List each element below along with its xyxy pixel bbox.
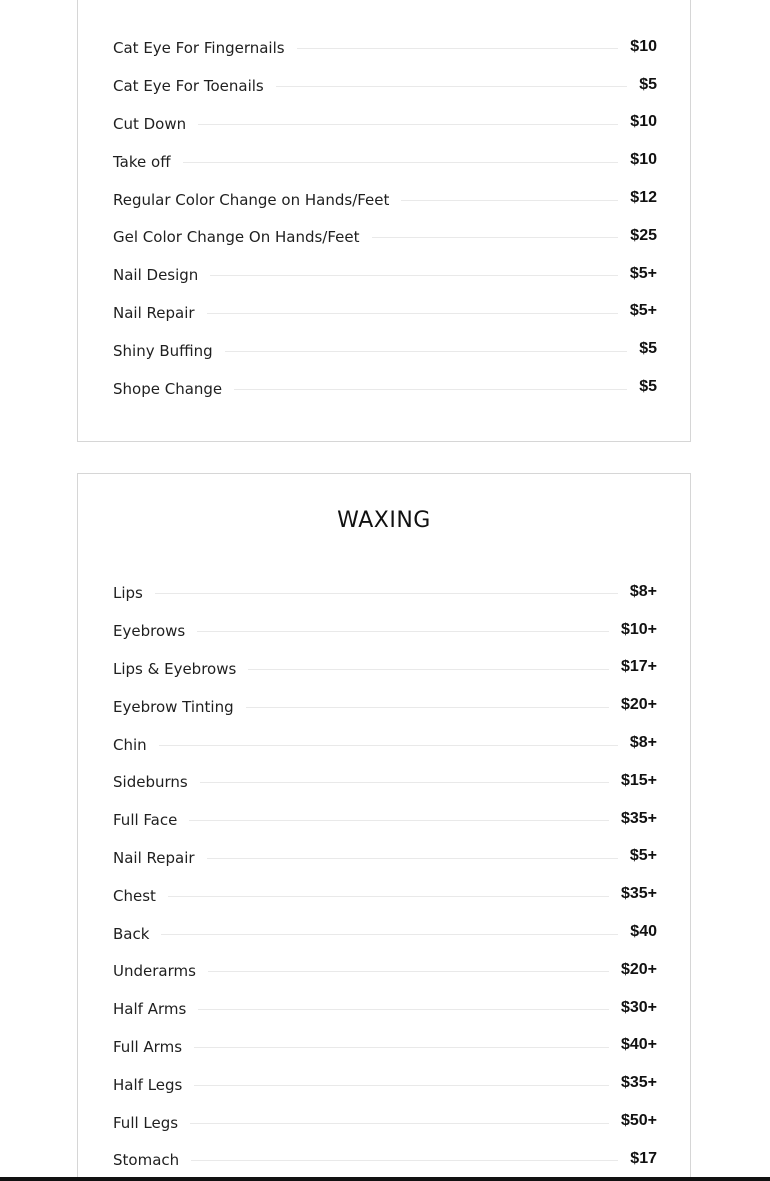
service-row <box>113 294 657 332</box>
service-row <box>113 1028 657 1066</box>
nail-services-card <box>77 0 691 442</box>
dotted-leader <box>207 313 618 314</box>
service-price: $10 <box>630 151 657 169</box>
service-price: $15+ <box>620 771 657 789</box>
service-name: Lips <box>113 584 143 603</box>
service-row <box>113 914 657 952</box>
service-row <box>113 1103 657 1141</box>
dotted-leader <box>183 162 619 163</box>
service-name: Lips & Eyebrows <box>113 659 237 678</box>
dotted-leader <box>194 1085 609 1086</box>
bottom-bar <box>0 1177 770 1181</box>
service-row <box>113 29 657 67</box>
service-price: $25 <box>630 226 657 244</box>
service-price: $10+ <box>620 620 657 638</box>
service-price: $40 <box>630 923 657 941</box>
service-name: Eyebrow Tinting <box>113 697 234 716</box>
service-row <box>113 801 657 839</box>
service-price: $5+ <box>629 264 657 282</box>
service-name: Half Arms <box>113 1000 187 1019</box>
service-price: $12 <box>630 189 657 207</box>
service-price: $5+ <box>629 302 657 320</box>
waxing-title: WAXING <box>337 508 431 533</box>
dotted-leader <box>248 669 609 670</box>
dotted-leader <box>198 124 618 125</box>
service-row <box>113 990 657 1028</box>
service-name: Full Legs <box>113 1113 179 1132</box>
dotted-leader <box>159 745 618 746</box>
service-name: Nail Repair <box>113 303 195 322</box>
service-price: $5+ <box>629 847 657 865</box>
dotted-leader <box>246 707 609 708</box>
service-price: $40+ <box>620 1036 657 1054</box>
service-price: $35+ <box>620 1074 657 1092</box>
service-price: $35+ <box>620 809 657 827</box>
service-name: Chest <box>113 886 156 905</box>
service-price: $50+ <box>620 1112 657 1130</box>
dotted-leader <box>276 86 627 87</box>
dotted-leader <box>234 389 627 390</box>
service-price: $10 <box>630 37 657 55</box>
service-name: Cut Down <box>113 114 187 133</box>
service-row <box>113 142 657 180</box>
service-name: Back <box>113 924 150 943</box>
service-name: Full Face <box>113 811 178 830</box>
service-name: Stomach <box>113 1151 180 1170</box>
service-name: Shiny Buffing <box>113 341 213 360</box>
service-price: $30+ <box>620 998 657 1016</box>
service-name: Cat Eye For Fingernails <box>113 39 285 58</box>
service-price: $17+ <box>620 658 657 676</box>
dotted-leader <box>190 1123 609 1124</box>
service-row <box>113 331 657 369</box>
service-row <box>113 725 657 763</box>
service-row <box>113 574 657 612</box>
service-row <box>113 105 657 143</box>
dotted-leader <box>210 275 618 276</box>
service-name: Sideburns <box>113 773 188 792</box>
service-name: Take off <box>113 152 171 171</box>
dotted-leader <box>155 593 618 594</box>
service-price: $5 <box>639 378 657 396</box>
service-row <box>113 763 657 801</box>
service-row <box>113 876 657 914</box>
dotted-leader <box>208 971 609 972</box>
service-row <box>113 369 657 407</box>
service-row <box>113 952 657 990</box>
service-name: Full Arms <box>113 1037 183 1056</box>
dotted-leader <box>197 631 609 632</box>
service-name: Shope Change <box>113 379 223 398</box>
service-name: Eyebrows <box>113 622 186 641</box>
service-row <box>113 1141 657 1179</box>
service-row <box>113 839 657 877</box>
service-price: $5 <box>639 75 657 93</box>
dotted-leader <box>198 1009 609 1010</box>
waxing-services-list <box>113 574 657 1179</box>
dotted-leader <box>225 351 628 352</box>
dotted-leader <box>200 782 609 783</box>
service-row <box>113 1065 657 1103</box>
dotted-leader <box>207 858 618 859</box>
dotted-leader <box>372 237 619 238</box>
service-price: $8+ <box>629 734 657 752</box>
service-row <box>113 180 657 218</box>
service-price: $20+ <box>620 960 657 978</box>
service-price: $8+ <box>629 582 657 600</box>
service-price: $5 <box>639 340 657 358</box>
dotted-leader <box>194 1047 609 1048</box>
service-name: Chin <box>113 735 147 754</box>
service-price: $10 <box>630 113 657 131</box>
dotted-leader <box>168 896 609 897</box>
service-row <box>113 612 657 650</box>
service-row <box>113 256 657 294</box>
service-price: $17 <box>630 1149 657 1167</box>
service-row <box>113 218 657 256</box>
service-name: Regular Color Change on Hands/Feet <box>113 190 390 209</box>
service-row <box>113 687 657 725</box>
waxing-card <box>77 473 691 1181</box>
service-row <box>113 650 657 688</box>
service-name: Cat Eye For Toenails <box>113 77 264 96</box>
dotted-leader <box>297 48 619 49</box>
dotted-leader <box>191 1160 618 1161</box>
service-price: $35+ <box>620 885 657 903</box>
service-name: Underarms <box>113 962 196 981</box>
service-price: $20+ <box>620 696 657 714</box>
service-name: Half Legs <box>113 1075 183 1094</box>
dotted-leader <box>401 200 618 201</box>
service-name: Gel Color Change On Hands/Feet <box>113 228 360 247</box>
service-row <box>113 67 657 105</box>
nail-services-list <box>113 29 657 407</box>
dotted-leader <box>189 820 609 821</box>
dotted-leader <box>161 934 618 935</box>
service-name: Nail Repair <box>113 848 195 867</box>
service-name: Nail Design <box>113 266 199 285</box>
